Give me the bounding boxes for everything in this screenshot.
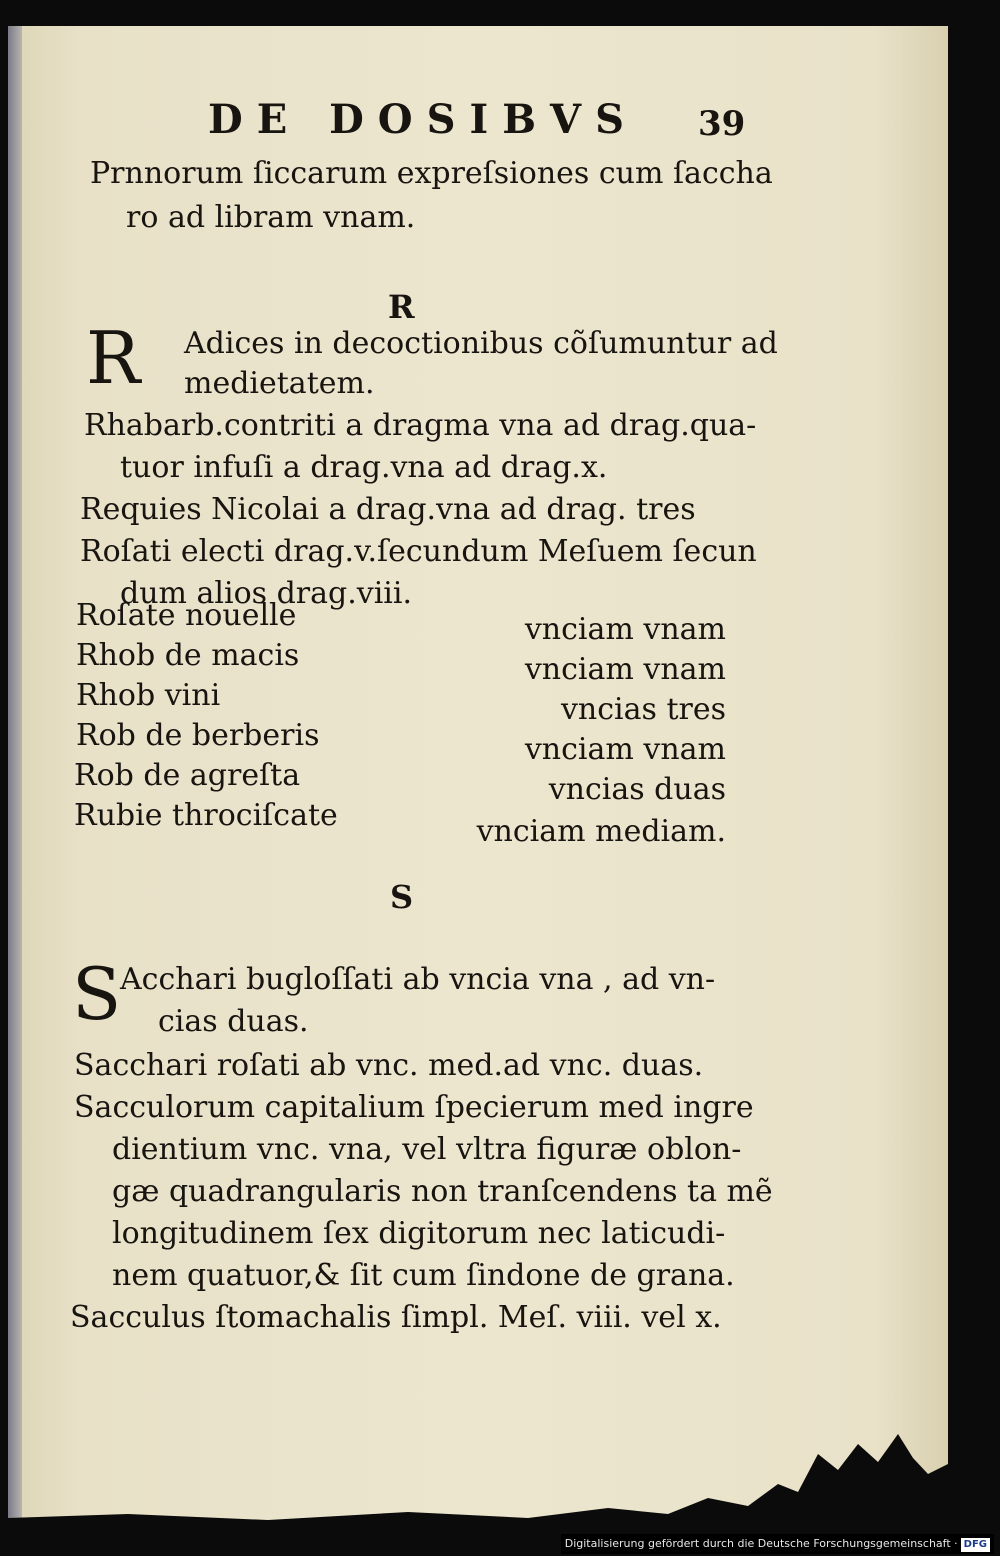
- dose-table-name-6: Rubie throciſcate: [74, 798, 338, 833]
- r-entry-3: Rhabarb.contriti a dragma vna ad drag.qua-: [84, 408, 757, 443]
- r-entry-1: Adices in decoctionibus cõſumuntur ad: [184, 326, 778, 361]
- dfg-logo: DFG: [961, 1538, 990, 1552]
- dose-table-dose-2: vnciam vnam: [524, 652, 726, 687]
- r-entry-5: Requies Nicolai a drag.vna ad drag. tres: [80, 492, 696, 527]
- s-entry-9: Sacculus ſtomachalis ſimpl. Meſ. viii. vel x.: [70, 1300, 722, 1335]
- r-entry-7: dum alios drag.viii.: [120, 576, 413, 611]
- s-entry-8: nem quatuor,& ſit cum ſindone de grana.: [112, 1258, 735, 1293]
- dose-table-dose-4: vnciam vnam: [524, 732, 726, 767]
- credit-text: Digitalisierung gefördert durch die Deutsche Forschungsgemeinschaft ·: [564, 1537, 958, 1550]
- dose-table-name-4: Rob de berberis: [76, 718, 320, 753]
- digitization-credit: [561, 1534, 994, 1554]
- s-entry-5: dientium vnc. vna, vel vltra figuræ oblon-: [112, 1132, 742, 1167]
- r-entry-4: tuor infuſi a drag.vna ad drag.x.: [120, 450, 608, 485]
- dose-table-name-2: Rhob de macis: [76, 638, 300, 673]
- s-entry-2: cias duas.: [158, 1004, 309, 1039]
- book-page: [8, 26, 948, 1534]
- section-r-heading: R: [388, 288, 415, 326]
- intro-line-1: Prnnorum ſiccarum expreſsiones cum ſaccha: [90, 156, 773, 191]
- r-entry-2: medietatem.: [184, 366, 375, 401]
- s-entry-7: longitudinem ſex digitorum nec laticudi-: [112, 1216, 726, 1251]
- folio-number: 39: [698, 104, 746, 144]
- dose-table-dose-3: vncias tres: [560, 692, 726, 727]
- dose-table-name-5: Rob de agreſta: [74, 758, 301, 793]
- dose-table-name-1: Roſate nouelle: [76, 598, 297, 633]
- dose-table-dose-1: vnciam vnam: [524, 612, 726, 647]
- torn-page-edge: [8, 1414, 948, 1534]
- drop-cap-r: R: [86, 316, 141, 400]
- s-entry-3: Sacchari roſati ab vnc. med.ad vnc. duas.: [74, 1048, 704, 1083]
- s-entry-6: gæ quadrangularis non tranſcendens ta mẽ: [112, 1174, 773, 1209]
- s-entry-1: Acchari bugloſſati ab vncia vna , ad vn-: [120, 962, 716, 997]
- intro-line-2: ro ad libram vnam.: [126, 200, 416, 235]
- dose-table-dose-5: vncias duas: [548, 772, 726, 807]
- r-entry-6: Roſati electi drag.v.ſecundum Meſuem ſecun: [80, 534, 757, 569]
- section-s-heading: S: [390, 878, 414, 916]
- drop-cap-s: S: [72, 952, 122, 1036]
- s-entry-4: Sacculorum capitalium ſpecierum med ingre: [74, 1090, 754, 1125]
- running-title: DE DOSIBVS: [208, 96, 638, 143]
- page-spine-edge: [8, 26, 22, 1534]
- dose-table-name-3: Rhob vini: [76, 678, 221, 713]
- dose-table-dose-6: vnciam mediam.: [476, 814, 726, 849]
